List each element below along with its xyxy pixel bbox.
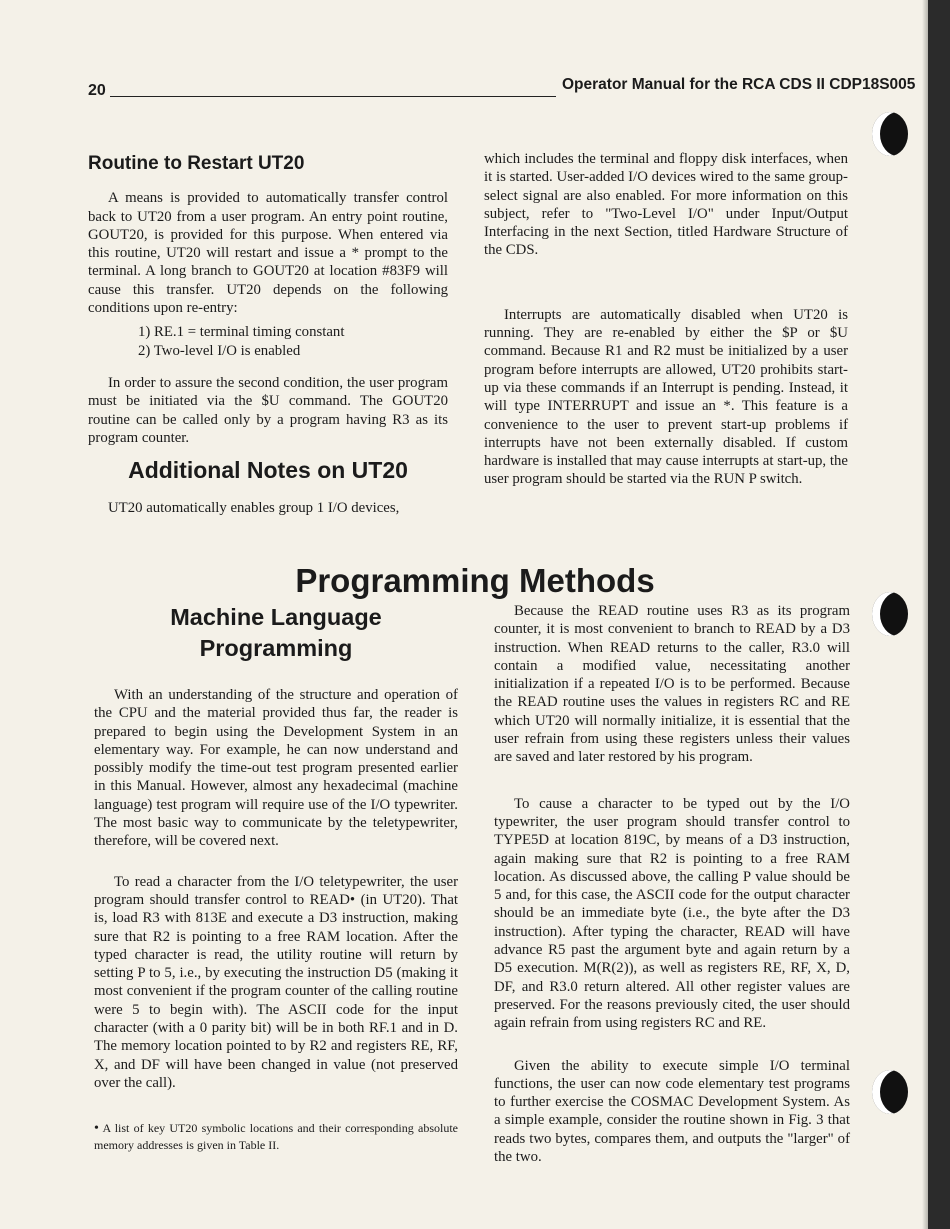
left-column-bottom [94,602,458,1153]
footnote-marker: • [94,1121,99,1137]
machine-heading [94,602,458,664]
right-top-paragraph-1: which includes the terminal and floppy disk interfaces, when it is started. User-added I/O devices wired to the same group-select signal are also enabled. For more information on this subject, refer to "Two-Level I/O" under Input/Output Interfacing in the next Section, titled Hardware Structure of the CDS. [484,151,848,259]
right-bottom-paragraph-1: Because the READ routine uses R3 as its program counter, it is most convenient to branch to READ by a D3 instruction. When READ returns to the caller, R3.0 will contain a modified value, necessitating another initialization if a repeated I/O is to be performed. Because the READ routine uses the values in registers RC and RE which UT20 will normally initialize, it is essential that the user refrain from using these registers unless their values are saved and later restored by his program. [494,603,850,766]
methods-heading: Programming Methods [295,562,655,600]
left-column-top [88,155,448,518]
page-header [88,76,916,100]
machine-paragraph-1: With an understanding of the structure and operation of the CPU and the material provided thus far, the reader is prepared to begin using the Development System in an elementary way. For example, he can now understand and possibly modify the time-out test program presented earlier in this Manual. However, almost any hexadecimal (machine language) test program will require use of the I/O typewriter. The most basic way to communicate by the teletypewriter, therefore, will be covered next. [94,687,458,850]
restart-conditions [138,323,448,360]
notes-paragraph-1: UT20 automatically enables group 1 I/O devices, [108,500,400,517]
restart-heading: Routine to Restart UT20 [88,153,305,174]
machine-paragraph-2: To read a character from the I/O teletypewriter, the user program should transfer control to READ• (in UT20). That is, load R3 with 813E and execute a D3 instruction, making sure that R2 is pointing to a free RAM location. After the typed character is read, the utility routine will return by setting P to 5, i.e., by executing the instruction D5 (making it most convenient if the program counter of the calling routine were 5 to begin with). The ASCII code for the input character (with a 0 parity bit) will be in both RF.1 and in D. The memory location pointed to by R2 and registers RE, RF, X, and DF will have been changed in value (not preserved over the call). [94,873,458,1091]
right-bottom-paragraph-3: Given the ability to execute simple I/O terminal functions, the user can now code elementary test programs to further exercise the COSMAC Development System. As a simple example, consider the routine shown in Fig. 3 that reads two bytes, compares them, and outputs the "larger" of the two. [494,1057,850,1166]
right-column-top [484,150,848,489]
restart-condition-2: 2) Two-level I/O is enabled [138,342,301,359]
binder-hole-top [872,112,908,156]
restart-paragraph-1: A means is provided to automatically transfer control back to UT20 from a user program. An entry point routine, GOUT20, is provided for this purpose. When entered via this routine, UT20 will restart and issue a * prompt to the terminal. A long branch to GOUT20 at location #83F9 will cause this transfer. UT20 depends on the following conditions upon re-entry: [88,190,448,317]
restart-condition-1: 1) RE.1 = terminal timing constant [138,324,345,341]
notes-heading: Additional Notes on UT20 [128,457,408,484]
page-binding-edge [928,0,950,1229]
right-top-paragraph-2: Interrupts are automatically disabled when UT20 is running. They are re-enabled by either the $P or $U command. Because R1 and R2 must be initialized by a user program before interrupts are allowed, UT20 prohibits start-up via these commands if an Interrupt is pending. Instead, it will type INTERRUPT and issue an *. This feature is a convenience to the user to prevent start-up problems if interrupts have not been externally disabled. If custom hardware is installed that may cause interrupts at start-up, the user program should be started via the RUN P switch. [484,306,848,488]
header-rule [110,96,556,97]
page-number: 20 [88,82,106,99]
running-head: Operator Manual for the RCA CDS II CDP18S005 [562,76,916,93]
binder-hole-bottom [872,1070,908,1114]
footnote-text: A list of key UT20 symbolic locations and their corresponding absolute memory addresses is given in Table II. [94,1121,458,1153]
right-column-bottom [494,602,850,1166]
footnote [94,1120,458,1153]
machine-heading-line-1: Machine Language [170,604,382,630]
right-bottom-paragraph-2: To cause a character to be typed out by the I/O typewriter, the user program should transfer control to TYPE5D at location 819C, by means of a D3 instruction, again making sure that R2 is pointing to a free RAM location. As discussed above, the calling P value should be 5 and, for this case, the ASCII code for the output character should be an immediate byte (i.e., the byte after the D3 instruction). After typing the character, READ will have advance R5 past the argument byte and again return by a D5 execution. M(R(2)), as well as registers RE, RF, X, D, DF, and R3.0 return altered. All other register values are preserved. For the reasons previously cited, the user should again refrain from using registers RC and RE. [494,795,850,1032]
restart-paragraph-2: In order to assure the second condition, the user program must be initiated via the $U command. The GOUT20 routine can be called only by a program having R3 as its program counter. [88,374,448,446]
machine-heading-line-2: Programming [199,635,353,661]
